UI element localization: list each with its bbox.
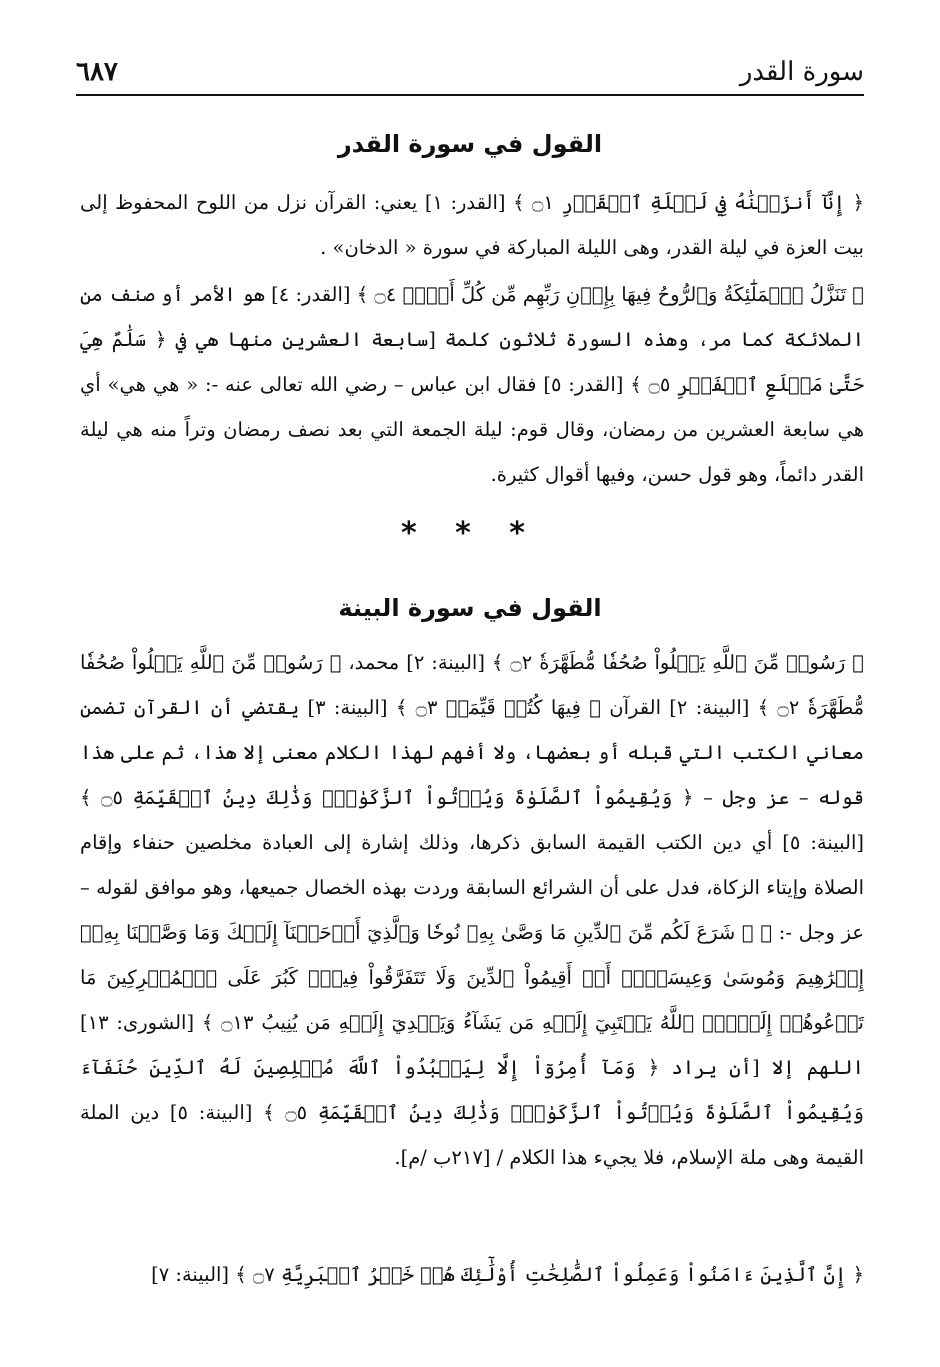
section-title-al-qadr: القول في سورة القدر <box>337 130 603 158</box>
page-number: ٦٨٧ <box>76 57 118 87</box>
section-body-al-bayyina-2 <box>80 1252 864 1297</box>
section-title-al-bayyina: القول في سورة البينة <box>338 594 602 622</box>
section-body-al-qadr <box>80 180 864 270</box>
paragraph: ﴿ إِنَّآ أَنزَلۡنَٰهُ فِي لَيۡلَةِ ٱلۡقَدۡرِ ۝١ ﴾ [القدر: ١] يعني: القرآن نزل من اللوح المحفوظ إلى بيت العزة في ليلة القدر، وهى الليلة المباركة في سورة « الدخان» . <box>80 191 864 259</box>
paragraph: ﴿ رَسُولٞ مِّنَ ٱللَّهِ يَتۡلُواْ صُحُفٗا مُّطَهَّرَةٗ ۝٢ ﴾ [البينة: ٢] محمد، ﴿ رَسُولٞ مِّنَ ٱللَّهِ يَتۡلُواْ صُحُفٗا مُّطَهَّرَةٗ ۝٢ ﴾ [البينة: ٢] القرآن ﴿ فِيهَا كُتُبٞ قَيِّمَةٞ ۝٣ ﴾ [البينة: ٣] يقتضي أن القرآن تضمن معاني الكتب التي قبله أو بعضها، ولا أفهم لهذا الكلام معنى إلا هذا، ثم على هذا قوله – عز وجل – ﴿ وَيُقِيمُواْ ٱلصَّلَوٰةَ وَيُؤۡتُواْ ٱلزَّكَوٰةَۚ وَذَٰلِكَ دِينُ ٱلۡقَيِّمَةِ ۝٥ ﴾ [البينة: ٥] أي دين الكتب القيمة السابق ذكرها، وذلك إشارة إلى العبادة مخلصين حنفاء وإقام الصلاة وإيتاء الزكاة، فدل على أن الشرائع السابقة وردت بهذه الخصال جميعها، وهو موافق لقوله – عز وجل -: ﴿ ۞ شَرَعَ لَكُم مِّنَ ٱلدِّينِ مَا وَصَّىٰ بِهِۦ نُوحٗا وَٱلَّذِيٓ أَوۡحَيۡنَآ إِلَيۡكَ وَمَا وَصَّيۡنَا بِهِۦٓ إِبۡرَٰهِيمَ وَمُوسَىٰ وَعِيسَىٰٓۖ أَنۡ أَقِيمُواْ ٱلدِّينَ وَلَا تَتَفَرَّقُواْ فِيهِۚ كَبُرَ عَلَى ٱلۡمُشۡرِكِينَ مَا تَدۡعُوهُمۡ إِلَيۡهِۚ ٱللَّهُ يَجۡتَبِيٓ إِلَيۡهِ مَن يَشَآءُ وَيَهۡدِيٓ إِلَيۡهِ مَن يُنِيبُ ۝١٣ ﴾ [الشورى: ١٣] اللهم إلا [أن يراد ﴿ وَمَآ أُمِرُوٓاْ إِلَّا لِيَعۡبُدُواْ ٱللَّهَ مُخۡلِصِينَ لَهُ ٱلدِّينَ حُنَفَآءَ وَيُقِيمُواْ ٱلصَّلَوٰةَ وَيُؤۡتُواْ ٱلزَّكَوٰةَۚ وَذَٰلِكَ دِينُ ٱلۡقَيِّمَةِ ۝٥ ﴾ [البينة: ٥] دين الملة القيمة وهى ملة الإسلام، فلا يجيء هذا الكلام / [٢١٧ب /م]. <box>80 651 865 1169</box>
paragraph: ﴿ إِنَّ ٱلَّذِينَ ءَامَنُواْ وَعَمِلُواْ ٱلصَّٰلِحَٰتِ أُوْلَٰٓئِكَ هُمۡ خَيۡرُ ٱلۡبَرِيَّةِ ۝٧ ﴾ [البينة: ٧] <box>151 1263 864 1286</box>
section-body-al-bayyina <box>80 640 864 1180</box>
paragraph: ﴿ تَنَزَّلُ ٱلۡمَلَٰٓئِكَةُ وَٱلرُّوحُ فِيهَا بِإِذۡنِ رَبِّهِم مِّن كُلِّ أَمۡرٖ ۝٤ ﴾ [القدر: ٤] هو الأمر أو صنف من الملائكة كما مر، وهذه السورة ثلاثون كلمة [سابعة العشرين منها هي في ﴿ سَلَٰمٌ هِيَ حَتَّىٰ مَطۡلَعِ ٱلۡفَجۡرِ ۝٥ ﴾ [القدر: ٥] فقال ابن عباس – رضي الله تعالى عنه -: « هي هي» أي هي سابعة العشرين من رمضان، وقال قوم: ليلة الجمعة التي بعد نصف رمضان وتراً منه هي ليلة القدر دائماً، وهو قول حسن، وفيها أقوال كثيرة. <box>80 283 865 486</box>
section-separator: * * * <box>401 516 539 551</box>
running-header-surah-name: سورة القدر <box>739 57 864 87</box>
section-body-al-qadr-2 <box>80 272 864 497</box>
running-header <box>76 52 864 96</box>
